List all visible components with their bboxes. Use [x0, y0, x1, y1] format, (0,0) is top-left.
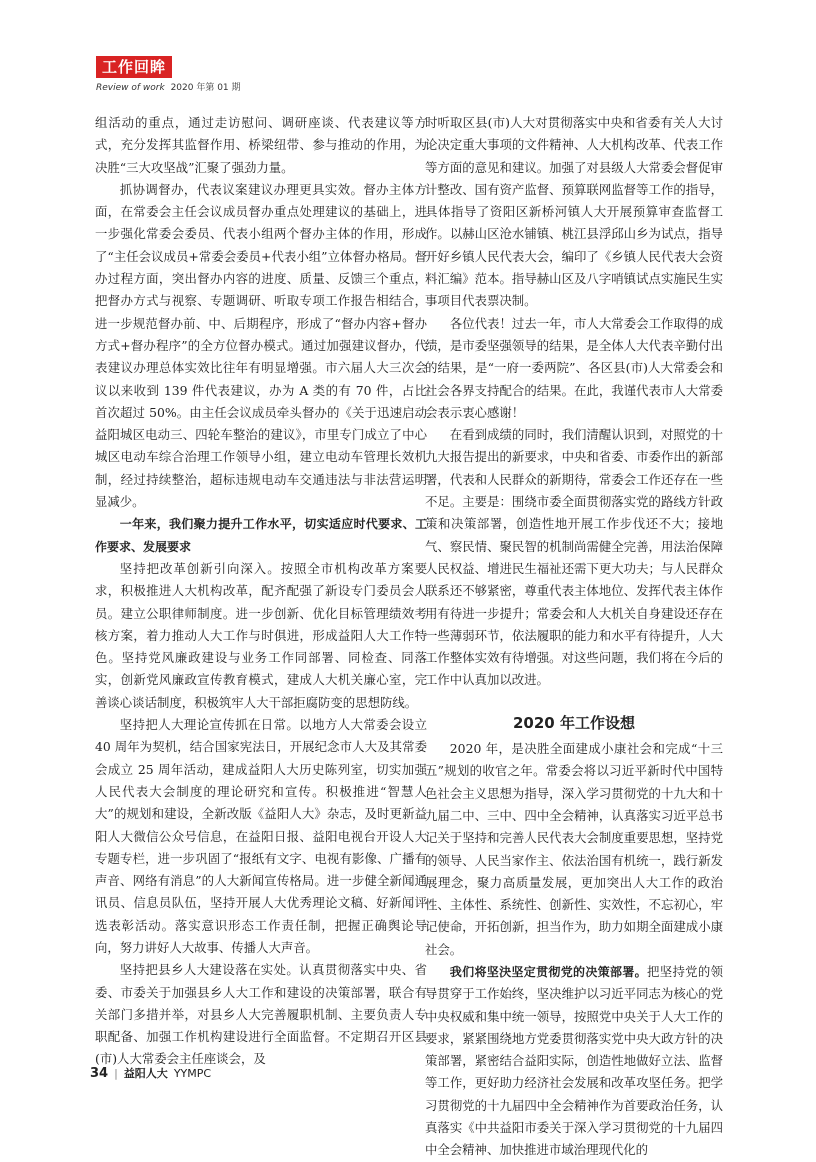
- paragraph: 在看到成绩的同时，我们清醒认识到，对照党的十九大报告提出的新要求，中央和省委、市委作出的新部署，代表和人民群众的新期待，常委会工作还存在一些不足。主要是：围绕市委全面贯彻落实党的路线方针政策和决策部署，创造性地开展工作步伐还不大；接地气、察民情、聚民智的机制尚需健全完善，用法治保障人民权益、增进民生福祉还需下更大功夫；与人民群众联系还不够紧密，尊重代表主体地位、发挥代表主体作用有待进一步提升；常委会和人大机关自身建设还存在一些薄弱环节，依法履职的能力和水平有待提升，人大工作整体实效有待增强。对这些问题，我们将在今后的工作中认真加以改进。: [425, 427, 723, 688]
- paragraph: 坚持把人大理论宣传抓在日常。以地方人大常委会设立 40 周年为契机，结合国家宪法日，开展纪念市人大及其常委会成立 25 周年活动，建成益阳人大历史陈列室，切实加强人民代表大会制度的理论研究和宣传。积极推进“智慧人大”的规划和建设，全新改版《益阳人大》杂志，及时更新益阳人大微信公众号信息，在益阳日报、益阳电视台开设人大专题专栏，进一步巩固了“报纸有文字、电视有影像、广播有声音、网络有消息”的人大新闻宣传格局。进一步健全新闻通讯员、信息员队伍，坚持开展人大优秀理论文稿、好新闻评选表彰活动。落实意识形态工作责任制，把握正确舆论导向，努力讲好人大故事、传播人大声音。: [95, 717, 427, 955]
- header-subline: [96, 80, 296, 93]
- paragraph: 坚持把县乡人大建设落在实处。认真贯彻落实中央、省委、市委关于加强县乡人大工作和建设的决策部署，联合有关部门多措并举，对县乡人大完善履职机制、主要负责人专职配备、加强工作机构建设进行全面监督。不定期召开区县(市)人大常委会主任座谈会，及: [95, 962, 427, 1067]
- paragraph-continued: 时听取区县(市)人大对贯彻落实中央和省委有关人大讨论决定重大事项的文件精神、人大机构改革、代表工作等方面的意见和建议。加强了对县级人大常委会督促审计整改、国有资产监督、预算联网监督等工作的指导，具体指导了资阳区新桥河镇人大开展预算审查监督工作。以赫山区沧水铺镇、桃江县浮邱山乡为试点，指导开好乡镇人民代表大会，编印了《乡镇人民代表大会资料汇编》范本。指导赫山区及八字哨镇试点实施民生实事项目代表票决制。: [425, 115, 723, 309]
- journal-code: YYMPC: [173, 1066, 212, 1080]
- page-footer: [90, 1065, 211, 1081]
- page-number: 34: [90, 1065, 109, 1081]
- journal-name: 益阳人大: [123, 1067, 168, 1080]
- paragraph: 坚持把改革创新引向深入。按照全市机构改革方案要求，积极推进人大机构改革，配齐配强了新设专门委员会人员。建立公职律师制度。进一步创新、优化目标管理绩效考核方案，着力推动人大工作与时俱进，形成益阳人大工作特色。坚持党风廉政建设与业务工作同部署、同检查、同落实，创新党风廉政宣传教育模式，建成人大机关廉心室，完善谈心谈话制度，积极筑牢人大干部拒腐防变的思想防线。: [95, 560, 427, 710]
- paragraph-lead: 我们将坚決坚定贯彻党的决策部署。: [449, 964, 648, 979]
- right-column-bottom: [425, 738, 723, 1162]
- paragraph-continued: 组活动的重点，通过走访慰问、调研座谈、代表建议等方式，充分发挥其监督作用、桥梁纽带、参与推动的作用，为决胜“三大攻坚战”汇聚了强劲力量。: [95, 115, 427, 175]
- section-badge: 工作回眸: [96, 56, 172, 78]
- left-column: [95, 112, 427, 1071]
- paragraph-text: 把坚持党的领导贯穿于工作始终，坚决维护以习近平同志为核心的党中央权威和集中统一领导，按照党中央关于人大工作的要求，紧紧围绕地方党委贯彻落实党中央大政方针的决策部署，紧密结合益阳实际，创造性地做好立法、监督等工作，更好助力经济社会发展和改革攻坚任务。把学习贯彻党的十九届四中全会精神作为首要政治任务，认真落实《中共益阳市委关于深入学习贯彻党的十九届四中全会精神、加快推进市域治理现代化的: [425, 963, 723, 1158]
- section-title: 2020 年工作设想: [513, 713, 635, 732]
- footer-separator-icon: |: [114, 1066, 118, 1080]
- section-heading: [95, 513, 427, 558]
- right-column: [425, 112, 723, 1162]
- header-issue: 2020 年第 01 期: [170, 83, 241, 93]
- paragraph: 抓协调督办，代表议案建议办理更具实效。督办主体方面，在常委会主任会议成员督办重点处理建议的基础上，进一步强化常委会委员、代表小组两个督办主体的作用，形成了“主任会议成员+常委会委员+代表小组”立体督办格局。督办过程方面，突出督办内容的进度、质量、反馈三个重点，把督办方式与视察、专题调研、听取专项工作报告相结合，进一步规范督办前、中、后期程序，形成了“督办内容+督办方式+督办程序”的全方位督办模式。通过加强建议督办，代表建议办理总体实效比往年有明显增强。市六届人大三次会议以来收到 139 件代表建议，办为 A 类的有 70 件，占比首次超过 50%。由主任会议成员牵头督办的《关于迅速启动益阳城区电动三、四轮车整治的建议》，市里专门成立了中心城区电动车综合治理工作领导小组，建立电动车管理长效机制，经过持续整治，超标违规电动车交通违法与非法营运明显减少。: [95, 181, 427, 510]
- right-column-top: [425, 112, 723, 692]
- header-english: Review of work: [96, 83, 165, 93]
- section-heading-text: 一年来，我们聚力提升工作水平，切实适应时代要求、工作要求、发展要求: [95, 517, 427, 554]
- paragraph: 2020 年，是决胜全面建成小康社会和完成“十三五”规划的收官之年。常委会将以习近平新时代中国特色社会主义思想为指导，深入学习贯彻党的十九大和十九届二中、三中、四中全会精神，认真落实习近平总书记关于坚持和完善人民代表大会制度重要思想，坚持党的领导、人民当家作主、依法治国有机统一，践行新发展理念，聚力高质量发展，更加突出人大工作的政治性、主体性、系统性、创新性、实效性，不忘初心，牢记使命，开拓创新，担当作为，助力如期全面建成小康社会。: [425, 741, 723, 957]
- paragraph: 各位代表！过去一年，市人大常委会工作取得的成绩，是市委坚强领导的结果，是全体人大代表辛勤付出的结果，是“一府一委两院”、各区县(市)人大常委会和社会各界支持配合的结果。在此，我谨代表市人大常委会表示衷心感谢！: [425, 315, 723, 420]
- paragraph: [425, 961, 723, 1162]
- page-header: [96, 56, 296, 93]
